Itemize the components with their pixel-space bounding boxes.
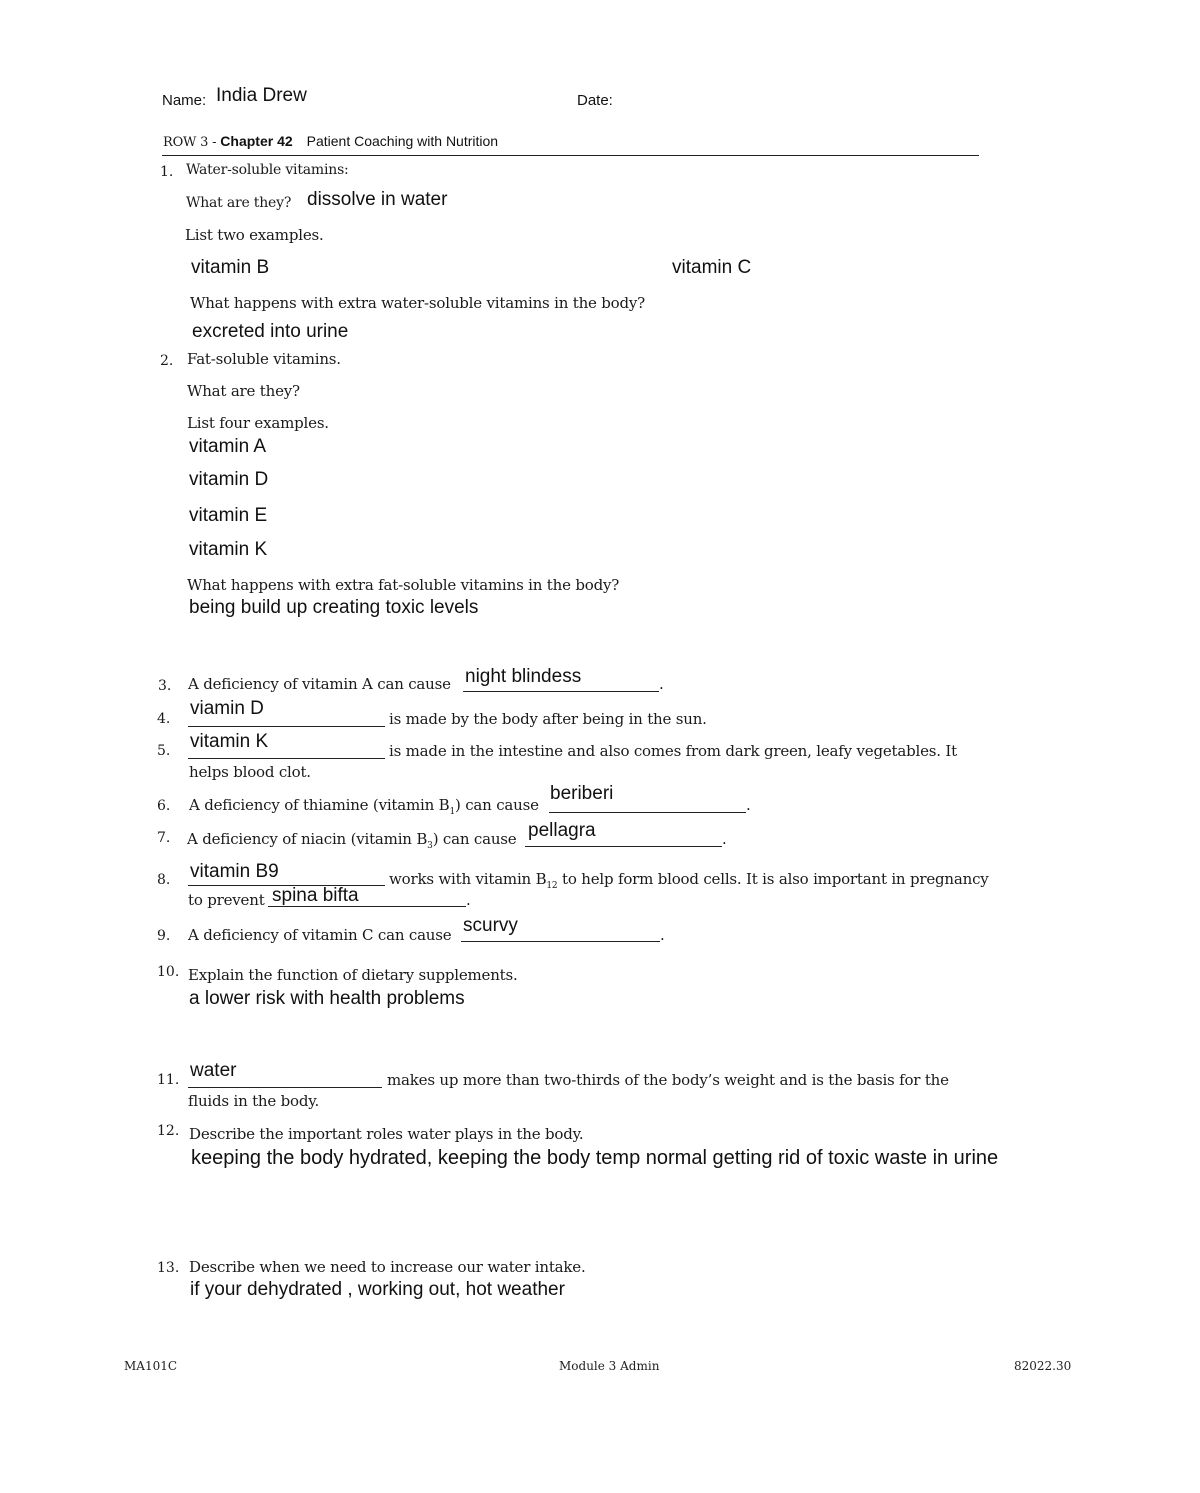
q1-list-prompt: List two examples.: [185, 226, 324, 244]
q3-number: 3.: [158, 678, 172, 694]
q1-what-prompt: What are they?: [186, 195, 292, 211]
q10-answer[interactable]: a lower risk with health problems: [189, 988, 465, 1009]
q1-what-answer[interactable]: dissolve in water: [307, 189, 448, 210]
q1-extra-answer[interactable]: excreted into urine: [192, 321, 349, 342]
q9-blank: [461, 941, 660, 942]
q5-answer[interactable]: vitamin K: [190, 731, 269, 752]
q3-blank: [463, 691, 659, 692]
q7-sub: 3: [427, 841, 433, 851]
q8-sub: 12: [546, 881, 558, 891]
q12-text: Describe the important roles water plays in the body.: [189, 1125, 584, 1143]
q8-number: 8.: [157, 872, 171, 888]
q2-number: 2.: [160, 353, 174, 369]
q2-list-prompt: List four examples.: [187, 414, 329, 432]
q8-text-b: to help form blood cells. It is also important in pregnancy: [562, 870, 989, 888]
q4-answer[interactable]: viamin D: [190, 698, 264, 719]
q5-blank: [188, 758, 385, 759]
row-label: ROW 3 -: [163, 135, 221, 150]
q6-blank: [549, 812, 746, 813]
q8-answer-2[interactable]: spina bifta: [272, 885, 359, 906]
q2-example-2[interactable]: vitamin D: [189, 469, 269, 490]
q11-blank: [188, 1087, 382, 1088]
q2-example-3[interactable]: vitamin E: [189, 505, 268, 526]
q13-text: Describe when we need to increase our water intake.: [189, 1258, 586, 1276]
q9-answer[interactable]: scurvy: [463, 915, 518, 936]
q8-answer[interactable]: vitamin B9: [190, 861, 279, 882]
q1-title: Water-soluble vitamins:: [186, 162, 349, 178]
q3-answer[interactable]: night blindess: [465, 666, 582, 687]
q7-answer[interactable]: pellagra: [528, 820, 596, 841]
q2-extra-answer[interactable]: being build up creating toxic levels: [189, 597, 479, 618]
chapter-label: Chapter 42: [220, 133, 293, 149]
name-label: Name:: [162, 92, 207, 109]
q7-number: 7.: [157, 830, 171, 846]
q12-answer[interactable]: keeping the body hydrated, keeping the body temp normal getting rid of toxic waste in urine: [191, 1147, 999, 1169]
q5-text: is made in the intestine and also comes from dark green, leafy vegetables. It: [389, 742, 957, 760]
q9-text: A deficiency of vitamin C can cause: [188, 926, 452, 944]
q8-text-2: to prevent: [188, 891, 265, 909]
q10-number: 10.: [157, 964, 180, 980]
q8-text-a: works with vitamin B: [389, 870, 547, 888]
q1-number: 1.: [160, 164, 174, 180]
date-label: Date:: [577, 92, 613, 109]
q9-end: .: [660, 926, 665, 944]
q7-blank: [525, 846, 722, 847]
q6-text-a: A deficiency of thiamine (vitamin B: [189, 796, 450, 814]
header-rule: [162, 155, 979, 156]
q2-example-4[interactable]: vitamin K: [189, 539, 268, 560]
q7-question: [187, 830, 516, 851]
q8-end: .: [466, 891, 471, 909]
q8-question: [389, 870, 989, 891]
chapter-heading: [163, 133, 498, 151]
footer-version: 82022.30: [1014, 1359, 1072, 1373]
q1-example-2[interactable]: vitamin C: [672, 257, 752, 278]
q2-extra-prompt: What happens with extra fat-soluble vitamins in the body?: [187, 576, 620, 594]
q8-blank-2: [268, 906, 466, 907]
q5-text-2: helps blood clot.: [189, 763, 311, 781]
q10-text: Explain the function of dietary supplements.: [188, 966, 518, 984]
footer-course-code: MA101C: [124, 1359, 178, 1373]
q4-text: is made by the body after being in the sun.: [389, 710, 707, 728]
q2-example-1[interactable]: vitamin A: [189, 436, 267, 457]
q6-answer[interactable]: beriberi: [550, 783, 614, 804]
q6-sub: 1: [449, 807, 456, 817]
name-field[interactable]: India Drew: [216, 85, 307, 106]
q7-text-b: ) can cause: [432, 830, 517, 848]
footer-module: Module 3 Admin: [559, 1359, 660, 1373]
chapter-title: Patient Coaching with Nutrition: [306, 133, 499, 149]
q3-text: A deficiency of vitamin A can cause: [188, 675, 451, 693]
q11-text-2: fluids in the body.: [188, 1092, 320, 1110]
q6-text-b: ) can cause: [455, 796, 539, 814]
q2-what-prompt: What are they?: [187, 382, 300, 400]
q13-answer[interactable]: if your dehydrated , working out, hot weather: [190, 1279, 565, 1300]
q7-text-a: A deficiency of niacin (vitamin B: [187, 830, 428, 848]
q11-answer[interactable]: water: [190, 1060, 237, 1081]
q6-question: [189, 796, 539, 817]
q6-end: .: [746, 796, 751, 814]
q11-text: makes up more than two-thirds of the body’s weight and is the basis for the: [387, 1071, 949, 1089]
q4-number: 4.: [157, 711, 171, 727]
q1-example-1[interactable]: vitamin B: [191, 257, 270, 278]
q5-number: 5.: [157, 743, 171, 759]
q4-blank: [188, 726, 385, 727]
q7-end: .: [722, 830, 727, 848]
q2-title: Fat-soluble vitamins.: [187, 350, 341, 368]
q1-extra-prompt: What happens with extra water-soluble vitamins in the body?: [190, 294, 646, 312]
q13-number: 13.: [157, 1260, 180, 1276]
q9-number: 9.: [157, 928, 171, 944]
q3-end: .: [659, 675, 664, 693]
q11-number: 11.: [157, 1072, 180, 1088]
q12-number: 12.: [157, 1123, 180, 1139]
q6-number: 6.: [157, 798, 171, 814]
